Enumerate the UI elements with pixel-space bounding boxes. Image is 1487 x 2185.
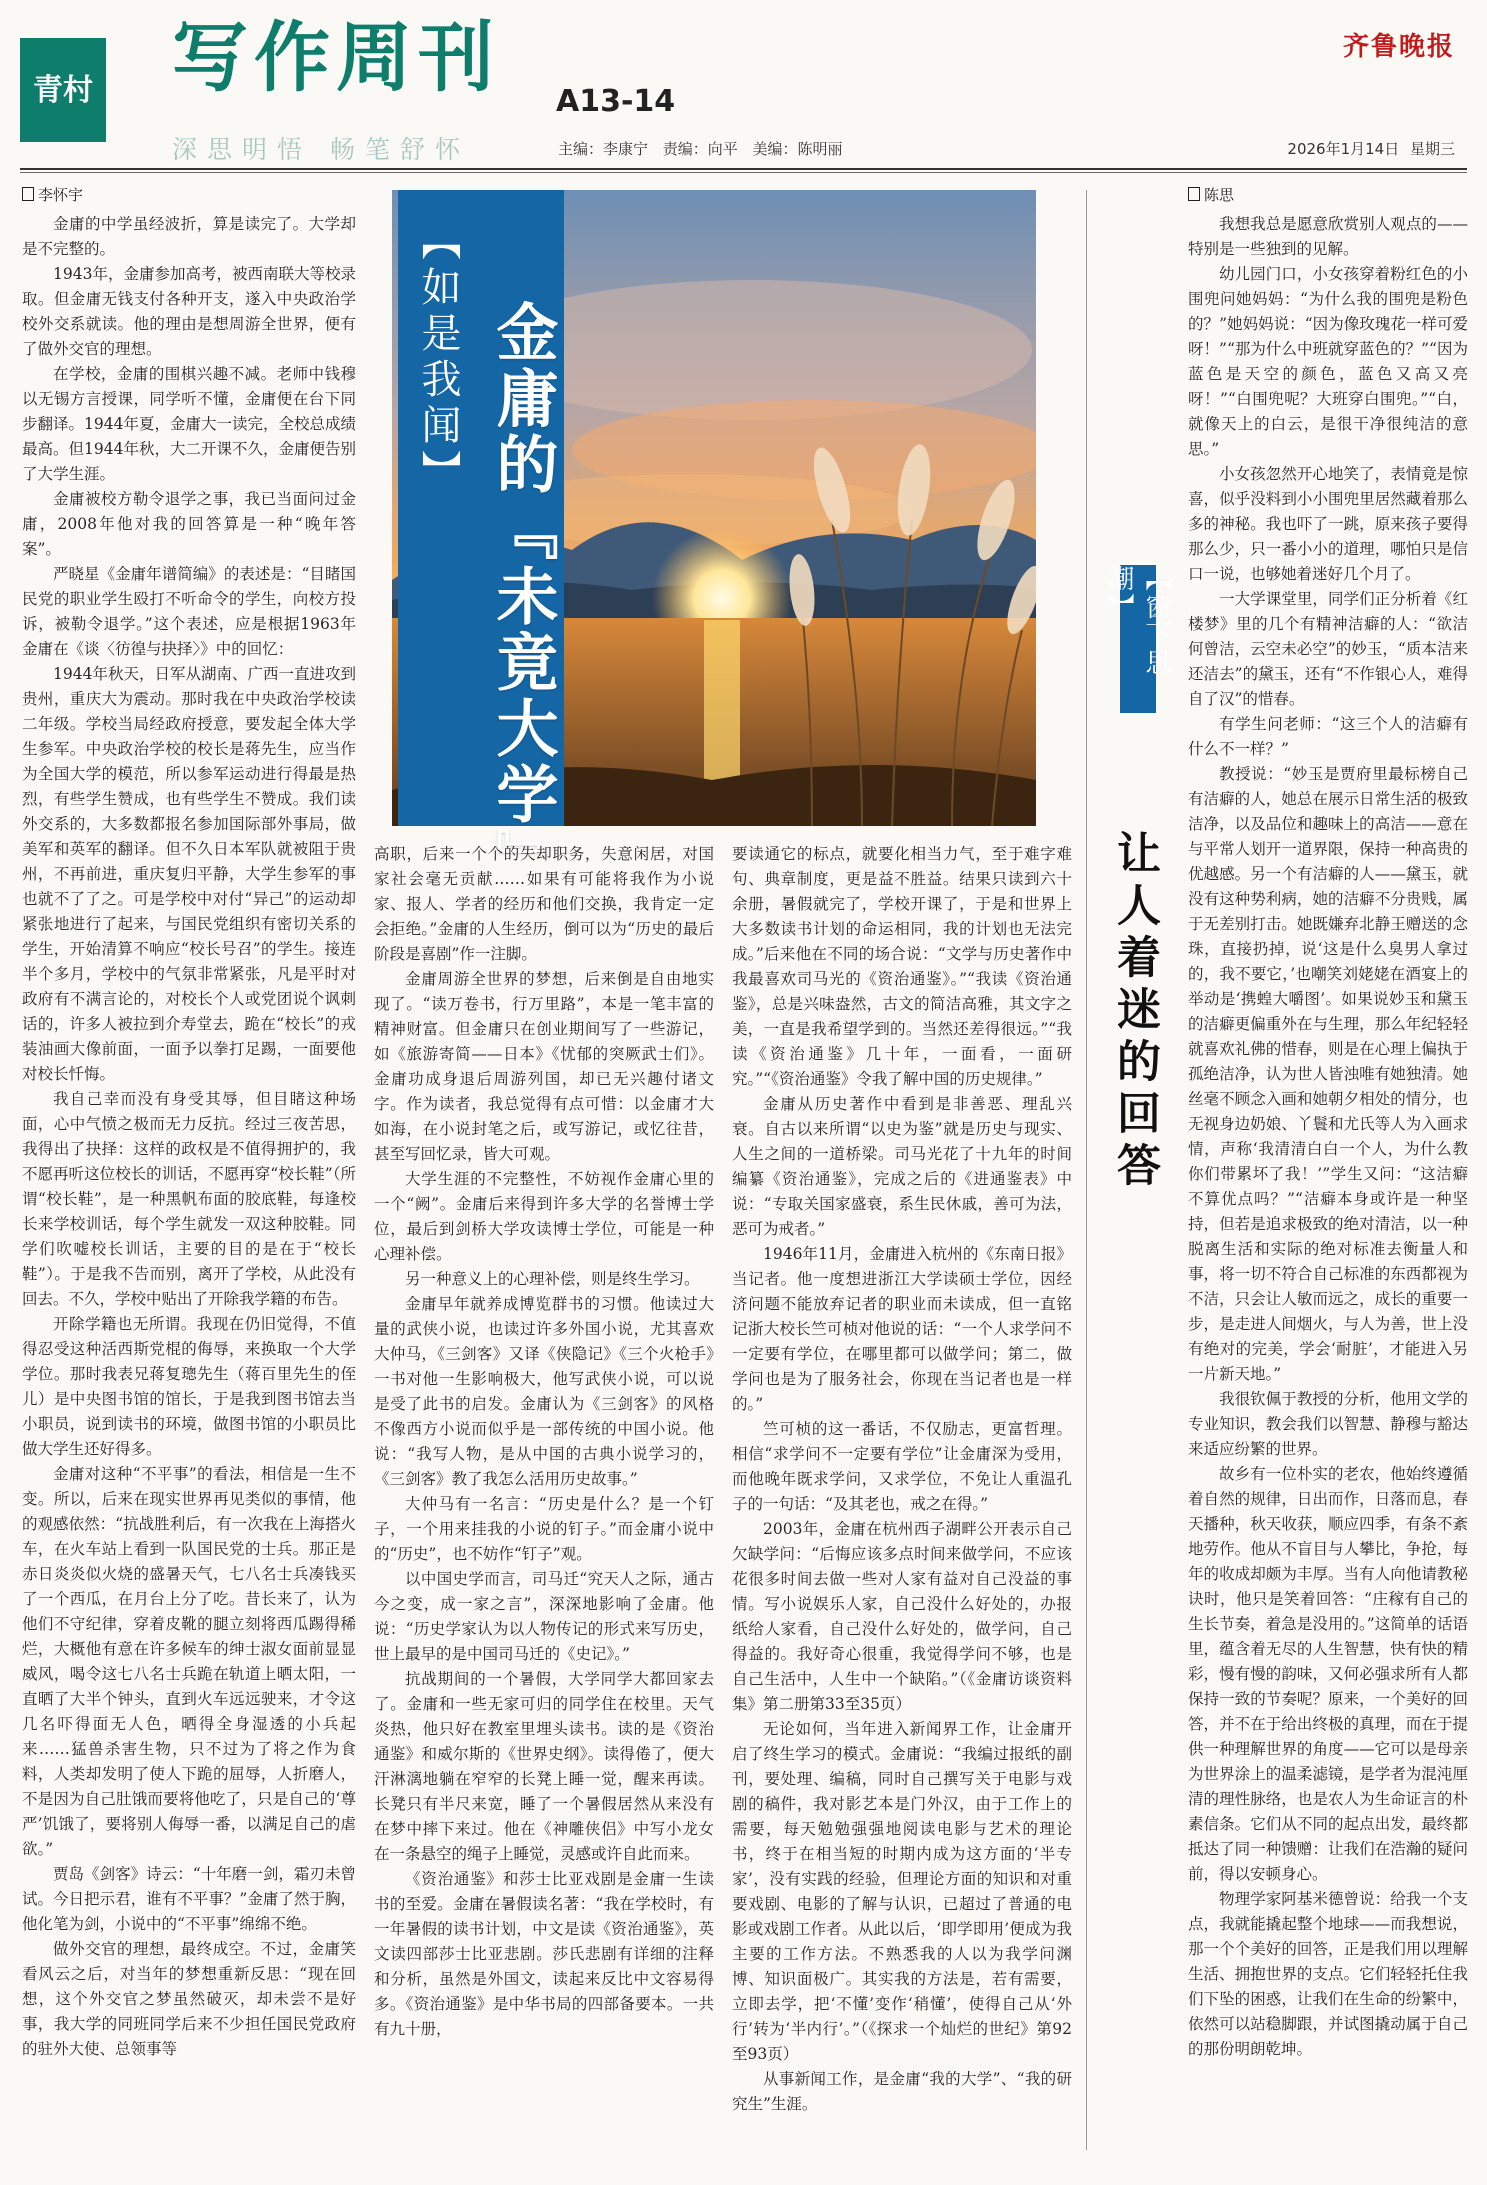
paragraph: 金庸被校方勒令退学之事，我已当面问过金庸，2008年他对我的回答算是一种“晚年答案”。 [22, 490, 356, 558]
section-slogan: 深思明悟 畅笔舒怀 [172, 135, 470, 164]
paragraph: 故乡有一位朴实的老农，他始终遵循着自然的规律，日出而作，日落而息，春天播种，秋天收获，顺应四季，有条不紊地劳作。他从不盲目与人攀比，争抢，每年的收成却颇为丰厚。当有人向他请教秘诀时，他只是笑着回答：“庄稼有自己的生长节奏，着急是没用的。”这简单的话语里，蕴含着无尽的人生智慧，快有快的精彩，慢有慢的韵味，又何必强求所有人都保持一致的节奏呢？原来，一个美好的回答，并不在于给出终极的真理，而在于提供一种理解世界的角度——它可以是母亲为世界涂上的温柔滤镜，是学者为混沌厘清的理性脉络，也是农人为生命证言的朴素信条。它们从不同的起点出发，最终都抵达了同一种馈赠：让我们在浩瀚的疑问前，得以安顿身心。 [1188, 1465, 1468, 1883]
paragraph: 大仲马有一名言：“历史是什么？是一个钉子，一个用来挂我的小说的钉子。”而金庸小说中的“历史”，也不妨作“钉子”观。 [374, 1495, 714, 1563]
article-a-column-3 [732, 842, 1072, 2152]
masthead-rule-thin [20, 172, 1467, 173]
byline-a [22, 184, 83, 205]
paragraph: 金庸周游全世界的梦想，后来倒是自由地实现了。“读万卷书，行万里路”，本是一笔丰富的精神财富。但金庸只在创业期间写了一些游记，如《旅游寄简——日本》《忧郁的突厥武士们》。金庸功成身退后周游列国，却已无兴趣付诸文字。作为读者，我总觉得有点可惜：以金庸才大如海，在小说封笔之后，或写游记，或忆往昔，甚至写回忆录，皆大可观。 [374, 970, 714, 1163]
article-a-column-tag: 【如是我闻】 [415, 220, 461, 496]
byline-box-icon [22, 187, 34, 201]
author-name-a: 李怀宇 [38, 186, 84, 204]
paragraph: 幼儿园门口，小女孩穿着粉红色的小围兜问她妈妈：“为什么我的围兜是粉色的？”她妈妈说：“因为像玫瑰花一样可爱呀！”“那为什么中班就穿蓝色的？”“因为蓝色是天空的颜色，蓝色又高又亮呀！”“白围兜呢？大班穿白围兜。”“白，就像天上的白云，是很干净很纯洁的意思。” [1188, 265, 1468, 458]
editor-credits: 主编：李康宁 责编：向平 美编：陈明丽 [558, 140, 843, 158]
quoted-paragraph: 开除学籍也无所谓。我现在仍旧觉得，不值得忍受这种活西斯党棍的侮辱，来换取一个大学学位。那时我表兄蒋复璁先生（蒋百里先生的侄儿）是中央图书馆的馆长，于是我到图书馆去当小职员，说到读书的环境，做图书馆的小职员比做大学生还好得多。 [22, 1315, 356, 1458]
paragraph: 1943年，金庸参加高考，被西南联大等校录取。但金庸无钱支付各种开支，遂入中央政治学校外交系就读。他的理由是想周游全世界，便有了做外交官的理想。 [22, 265, 356, 358]
paragraph: 金庸的中学虽经波折，算是读完了。大学却是不完整的。 [22, 215, 356, 258]
paragraph: 大学生涯的不完整性，不妨视作金庸心里的一个“阙”。金庸后来得到许多大学的名誉博士学位，最后到剑桥大学攻读博士学位，可能是一种心理补偿。 [374, 1170, 714, 1263]
paragraph: 金庸早年就养成博览群书的习惯。他读过大量的武侠小说，也读过许多外国小说，尤其喜欢大仲马，《三剑客》又译《侠隐记》《三个火枪手》一书对他一生影响极大，他写武侠小说，可以说是受了此书的启发。金庸认为《三剑客》的风格不像西方小说而似乎是一部传统的中国小说。他说：“我写人物，是从中国的古典小说学习的，《三剑客》教了我怎么活用历史故事。” [374, 1295, 714, 1488]
paragraph: 我想我总是愿意欣赏别人观点的——特别是一些独到的见解。 [1188, 215, 1468, 258]
paragraph: 一大学课堂里，同学们正分析着《红楼梦》里的几个有精神洁癖的人：“欲洁何曾洁，云空未必空”的妙玉，“质本洁来还洁去”的黛玉，还有“不作银心人，难得自了汉”的惜春。 [1188, 590, 1468, 708]
issue-date: 2026年1月14日 星期三 [1287, 140, 1455, 158]
paragraph: 教授说：“妙玉是贾府里最标榜自己有洁癖的人，她总在展示日常生活的极致洁净，以及品位和趣味上的高洁——意在与平常人划开一道界限，保持一种高贵的优越感。另一个有洁癖的人——黛玉，就没有这种势利病，她的洁癖不分贵贱，属于无差别打击。她既嫌弃北静王赠送的念珠，直接扔掉，说‘这是什么臭男人拿过的，我不要它，’也嘲笑刘姥姥在酒宴上的举动是‘携蝗大嚼图’。如果说妙玉和黛玉的洁癖更偏重外在与生理，那么年纪轻轻就喜欢礼佛的惜春，则是在心理上偏执于孤绝洁净，认为世人皆浊唯有她独清。她丝毫不顾念入画和她朝夕相处的情分，也无视身边奶娘、丫鬟和尤氏等人为入画求情，声称‘我清清白白一个人，为什么教你们带累坏了我！’”学生又问：“这洁癖不算优点吗？”“洁癖本身或许是一种坚持，但若是追求极致的绝对清洁，以一种脱离生活和实际的绝对标准去衡量人和事，将一切不符合自己标准的东西都视为不洁，只会让人敏而远之，成长的重要一步，是走进人间烟火，与人为善，世上没有绝对的完美，学会‘耐脏’，才能进入另一片新天地。” [1188, 765, 1468, 1383]
page-numbers: A13-14 [556, 84, 676, 119]
article-b-column-tag: 【窗下思潮】 [1120, 565, 1156, 713]
paragraph: 做外交官的理想，最终成空。不过，金庸笑看风云之后，对当年的梦想重新反思：“现在回想，这个外交官之梦虽然破灭，却未尝不是好事，我大学的同班同学后来不少担任国民党政府的驻外大使、总领事等 [22, 1940, 356, 2058]
paragraph: 竺可桢的这一番话，不仅励志，更富哲理。相信“求学问不一定要有学位”让金庸深为受用，而他晚年既求学问，又求学位，不免让人重温孔子的一句话：“及其老也，戒之在得。” [732, 1420, 1072, 1513]
article-a-column-1 [22, 212, 356, 2152]
column-divider [1086, 190, 1087, 2150]
paragraph: 严晓星《金庸年谱简编》的表述是：“目睹国民党的职业学生殴打不听命令的学生，向校方投诉，被勒令退学。”这个表述，应是根据1963年金庸在《谈〈彷徨与抉择〉》中的回忆： [22, 565, 356, 658]
article-a-headline: 金庸的『未竟大学』 [486, 300, 559, 894]
paragraph: 金庸从历史著作中看到是非善恶、理乱兴衰。自古以来所谓“以史为鉴”就是历史与现实、人生之间的一道桥梁。司马光花了十九年的时间编纂《资治通鉴》，完成之后的《进通鉴表》中说：“专取关国家盛衰，系生民休戚，善可为法，恶可为戒者。” [732, 1095, 1072, 1238]
section-title: 写作周刊 [172, 13, 500, 102]
newspaper-name: 齐鲁晚报 [1342, 32, 1455, 62]
article-b-headline: 让人着迷的回答 [1109, 830, 1160, 1194]
paragraph: 我很钦佩于教授的分析，他用文学的专业知识，教会我们以智慧、静穆与豁达来适应纷繁的世界。 [1188, 1390, 1468, 1458]
paragraph: 贾岛《剑客》诗云：“十年磨一剑，霜刃未曾试。今日把示君，谁有不平事？”金庸了然于胸，他化笔为剑，小说中的“不平事”绵绵不绝。 [22, 1865, 356, 1933]
paragraph: 《资治通鉴》和莎士比亚戏剧是金庸一生读书的至爱。金庸在暑假读名著：“我在学校时，有一年暑假的读书计划，中文是读《资治通鉴》，英文读四部莎士比亚悲剧。莎氏悲剧有详细的注释和分析，虽然是外国文，读起来反比中文容易得多。《资治通鉴》是中华书局的四部备要本。一共有九十册， [374, 1870, 714, 2038]
byline-b [1188, 184, 1234, 205]
paragraph: 在学校，金庸的围棋兴趣不减。老师中钱穆以无锡方言授课，同学听不懂，金庸便在台下同步翻译。1944年夏，金庸大一读完，全校总成绩最高。但1944年秋，大二开课不久，金庸便告别了大学生涯。 [22, 365, 356, 483]
paragraph: 有学生问老师：“这三个人的洁癖有什么不一样？” [1188, 715, 1468, 758]
paragraph: 物理学家阿基米德曾说：给我一个支点，我就能撬起整个地球——而我想说，那一个个美好的回答，正是我们用以理解生活、拥抱世界的支点。它们轻轻托住我们下坠的困惑，让我们在生命的纷繁中，依然可以站稳脚跟，并试图撬动属于自己的那份明朗乾坤。 [1188, 1890, 1468, 2058]
paragraph: 从事新闻工作，是金庸“我的大学”、“我的研究生”生涯。 [732, 2070, 1072, 2113]
paragraph: 另一种意义上的心理补偿，则是终生学习。 [405, 1270, 700, 1288]
quoted-paragraph: 1944年秋天，日军从湖南、广西一直进攻到贵州，重庆大为震动。那时我在中央政治学校读二年级。学校当局经政府授意，要发起全体大学生参军。中央政治学校的校长是蒋先生，应当作为全国大学的模范，所以参军运动进行得最是热烈，有些学生赞成，也有些学生不赞成。我们读外交系的，大多数都报名参加国际部外事局，做美军和英军的翻译。但不久日本军队就被阻于贵州，不再前进，重庆复归平静，大学生参军的事也就不了了之。可是学校中对付“异己”的运动却紧张地进行了起来，与国民党组织有密切关系的学生，开始清算不响应“校长号召”的学生。接连半个多月，学校中的气氛非常紧张，凡是平时对政府有不满言论的，对校长个人或党团说个讽刺话的，许多人被拉到介寿堂去，跪在“校长”的戎装油画大像前面，一面予以拳打足踢，一面要他对校长忏悔。 [22, 665, 356, 1083]
paragraph: 1946年11月，金庸进入杭州的《东南日报》当记者。他一度想进浙江大学读硕士学位，因经济问题不能放弃记者的职业而未读成，但一直铭记浙大校长竺可桢对他说的话：“一个人求学问不一定要有学位，在哪里都可以做学问；第二，做学问也是为了服务社会，你现在当记者也是一样的。” [732, 1245, 1072, 1413]
masthead-rule [20, 168, 1467, 170]
quoted-paragraph: 我自己幸而没有身受其辱，但目睹这种场面，心中气愤之极而无力反抗。经过三夜苦思，我得出了抉择：这样的政权是不值得拥护的，我不愿再听这位校长的训话，不愿再穿“校长鞋”（所谓“校长鞋”，是一种黑帆布面的胶底鞋，每逢校长来学校训话，每个学生就发一双这种胶鞋。同学们吹嘘校长训话，主要的目的是在于“校长鞋”）。于是我不告而别，离开了学校，从此没有回去。不久，学校中贴出了开除我学籍的布告。 [22, 1090, 356, 1308]
paragraph: 2003年，金庸在杭州西子湖畔公开表示自己欠缺学问：“后悔应该多点时间来做学问，不应该花很多时间去做一些对人家有益对自己没益的事情。写小说娱乐人家，自己没什么好处的，办报纸给人家看，自己没什么好处的，做学问，自己得益的。我好奇心很重，我觉得学问不够，也是自己生活中，人生中一个缺陷。”（《金庸访谈资料集》第二册第33至35页） [732, 1520, 1072, 1713]
byline-box-icon [1188, 187, 1200, 201]
paragraph: 以中国史学而言，司马迁“究天人之际，通古今之变，成一家之言”，深深地影响了金庸。他说：“历史学家认为以人物传记的形式来写历史，世上最早的是中国司马迁的《史记》。” [374, 1570, 714, 1663]
paragraph: 金庸对这种“不平事”的看法，相信是一生不变。所以，后来在现实世界再见类似的事情，他的观感依然：“抗战胜利后，有一次我在上海搭火车，在火车站上看到一队国民党的士兵。那正是赤日炎炎似火烧的盛暑天气，七八名士兵凑钱买了一个西瓜，在月台上分了吃。昔长来了，认为他们不守纪律，穿着皮靴的腿立刻将西瓜踢得稀烂，大概他有意在许多候车的绅士淑女面前显显威风，喝令这七八名士兵跪在轨道上晒太阳，一直晒了大半个钟头，直到火车远远驶来，才令这几名吓得面无人色，晒得全身湿透的小兵起来……猛兽杀害生物，只不过为了将之作为食料，人类却发明了使人下跪的屈辱，人折磨人，不是因为自己肚饿而要将他吃了，只是自己的‘尊严’饥饿了，要将别人侮辱一番，以满足自己的虐欲。” [22, 1465, 356, 1858]
column-logo: 青村 [20, 38, 106, 142]
author-name-b: 陈思 [1204, 186, 1235, 204]
paragraph: 高职，后来一个个的失却职务，失意闲居，对国家社会毫无贡献……如果有可能将我作为小说家、报人、学者的经历和他们交换，我肯定一定会拒绝。”金庸的人生经历，倒可以为“历史的最后阶段是喜剧”作一注脚。 [374, 845, 714, 963]
article-b-column-1 [1188, 212, 1468, 2152]
article-a-column-2 [374, 842, 714, 2152]
paragraph: 要读通它的标点，就要化相当力气，至于难字难句、典章制度，更是益不胜益。结果只读到六十余册，暑假就完了，学校开课了，于是和世界上大多数读书计划的命运相同，我的计划也无法完成。”后来他在不同的场合说：“文学与历史著作中我最喜欢司马光的《资治通鉴》。”“我读《资治通鉴》，总是兴味盎然，古文的简洁高雅，其文字之美，一直是我希望学到的。当然还差得很远。”“我读《资治通鉴》几十年，一面看，一面研究。”“《资治通鉴》令我了解中国的历史规律。” [732, 845, 1072, 1088]
paragraph: 无论如何，当年进入新闻界工作，让金庸开启了终生学习的模式。金庸说：“我编过报纸的副刊，要处理、编稿，同时自己撰写关于电影与戏剧的稿件，我对影艺本是门外汉，由于工作上的需要，每天勉勉强强地阅读电影与艺术的理论书，终于在相当短的时期内成为这方面的‘半专家’，没有实践的经验，但理论方面的知识和对重要戏剧、电影的了解与认识，已超过了普通的电影或戏剧工作者。从此以后，‘即学即用’便成为我主要的工作方法。不熟悉我的人以为我学问渊博、知识面极广。其实我的方法是，若有需要，立即去学，把‘不懂’变作‘稍懂’，使得自己从‘外行’转为‘半内行’。”（《探求一个灿烂的世纪》第92至93页） [732, 1720, 1072, 2063]
paragraph: 抗战期间的一个暑假，大学同学大都回家去了。金庸和一些无家可归的同学住在校里。天气炎热，他只好在教室里埋头读书。读的是《资治通鉴》和威尔斯的《世界史纲》。读得倦了，便大汗淋漓地躺在窄窄的长凳上睡一觉，醒来再读。长凳只有半尺来宽，睡了一个暑假居然从来没有在梦中摔下来过。他在《神雕侠侣》中写小龙女在一条悬空的绳子上睡觉，灵感或许自此而来。 [374, 1670, 714, 1863]
paragraph: 小女孩忽然开心地笑了，表情竟是惊喜，似乎没料到小小围兜里居然藏着那么多的神秘。我也吓了一跳，原来孩子要得那么少，只一番小小的道理，哪怕只是信口一说，也够她着迷好几个月了。 [1188, 465, 1468, 583]
